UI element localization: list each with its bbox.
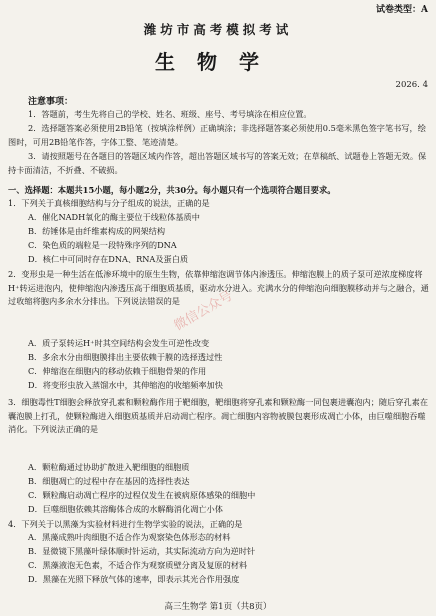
- question-stem: 3．细胞毒性T细胞会释放穿孔素和颗粒酶作用于靶细胞，靶细胞将穿孔素和颗粒酶一同包裹进囊泡内；随后穿孔素在囊泡膜上打孔，使颗粒酶进入细胞质基质并启动凋亡程序。凋亡细胞内容物被膜包裹形成凋亡小体，由巨噬细胞吞噬消化。下列说法正确的是: [8, 397, 429, 435]
- question-option: D．核仁中可同时存在DNA、RNA及蛋白质: [28, 254, 189, 264]
- note-item: 2．选择题答案必须使用2B铅笔（按填涂样例）正确填涂；非选择题答案必须使用0.5毫米黑色签字笔书写，绘图时，可用2B铅笔作答，字体工整、笔迹清楚。: [8, 123, 426, 147]
- exam-type-label: 试卷类型：A: [376, 5, 428, 15]
- question-option: C．黑藻液泡无色素，不适合作为观察质壁分离及复原的材料: [28, 560, 248, 570]
- question-option: B．细胞凋亡的过程中存在基因的选择性表达: [28, 476, 190, 486]
- notes-title: 注意事项：: [28, 97, 74, 107]
- question-option: A．质子泵转运H⁺时其空间结构会发生可逆性改变: [28, 338, 210, 348]
- question-option: B．显微镜下黑藻叶绿体顺时针运动，其实际流动方向为逆时针: [28, 546, 256, 556]
- page-footer: 高三生物学 第1页（共8页）: [164, 602, 272, 612]
- note-item: 1．答题前，考生先将自己的学校、姓名、班级、座号、考号填涂在相应位置。: [28, 109, 312, 119]
- question-stem: 2．变形虫是一种生活在低渗环境中的原生生物，依靠伸缩泡调节体内渗透压。伸缩泡膜上的质子泵可逆浓度梯度将H⁺转运进泡内，使伸缩泡内渗透压高于细胞质基质，驱动水分进入。充满水分的伸缩泡向细胞膜移动并与之融合，通过收缩将胞内多余水分排出。下列说法错误的是: [8, 269, 429, 307]
- note-item: 3．请按照题号在各题目的答题区域内作答，超出答题区域书写的答案无效；在草稿纸、试题卷上答题无效。保持卡面清洁，不折叠、不破损。: [8, 151, 427, 175]
- subject-title: 生物学: [155, 50, 281, 74]
- question-option: C．颗粒酶启动凋亡程序的过程仅发生在被病原体感染的细胞中: [28, 490, 256, 500]
- question-stem: 4．下列关于以黑藻为实验材料进行生物学实验的说法，正确的是: [8, 519, 243, 529]
- question-option: D．将变形虫放入蒸馏水中，其伸缩泡的收缩频率加快: [28, 380, 223, 390]
- exam-date: 2026. 4: [395, 80, 428, 90]
- question-option: D．巨噬细胞依赖其溶酶体合成的水解酶消化凋亡小体: [28, 504, 223, 514]
- question-option: C．伸缩泡在细胞内的移动依赖于细胞骨架的作用: [28, 366, 207, 376]
- question-option: B．多余水分由细胞膜排出主要依赖于膜的选择透过性: [28, 352, 223, 362]
- watermark: 微信公众号: [171, 288, 236, 334]
- exam-title: 潍坊市高考模拟考试: [143, 22, 293, 37]
- question-option: B．纺锤体是由纤维素构成的网架结构: [28, 226, 166, 236]
- question-option: A．颗粒酶通过协助扩散进入靶细胞的细胞质: [28, 462, 190, 472]
- question-option: D．黑藻在光照下释放气体的速率，即表示其光合作用强度: [28, 574, 240, 584]
- question-option: A．催化NADH氧化的酶主要位于线粒体基质中: [28, 212, 200, 222]
- question-option: A．黑藻成熟叶肉细胞不适合作为观察染色体形态的材料: [28, 532, 231, 542]
- question-option: C．染色质的端粒是一段特殊序列的DNA: [28, 240, 177, 250]
- section-title: 一、选择题：本题共15小题，每小题2分，共30分。每小题只有一个选项符合题目要求。: [8, 185, 336, 195]
- question-stem: 1．下列关于真核细胞结构与分子组成的说法，正确的是: [8, 198, 210, 208]
